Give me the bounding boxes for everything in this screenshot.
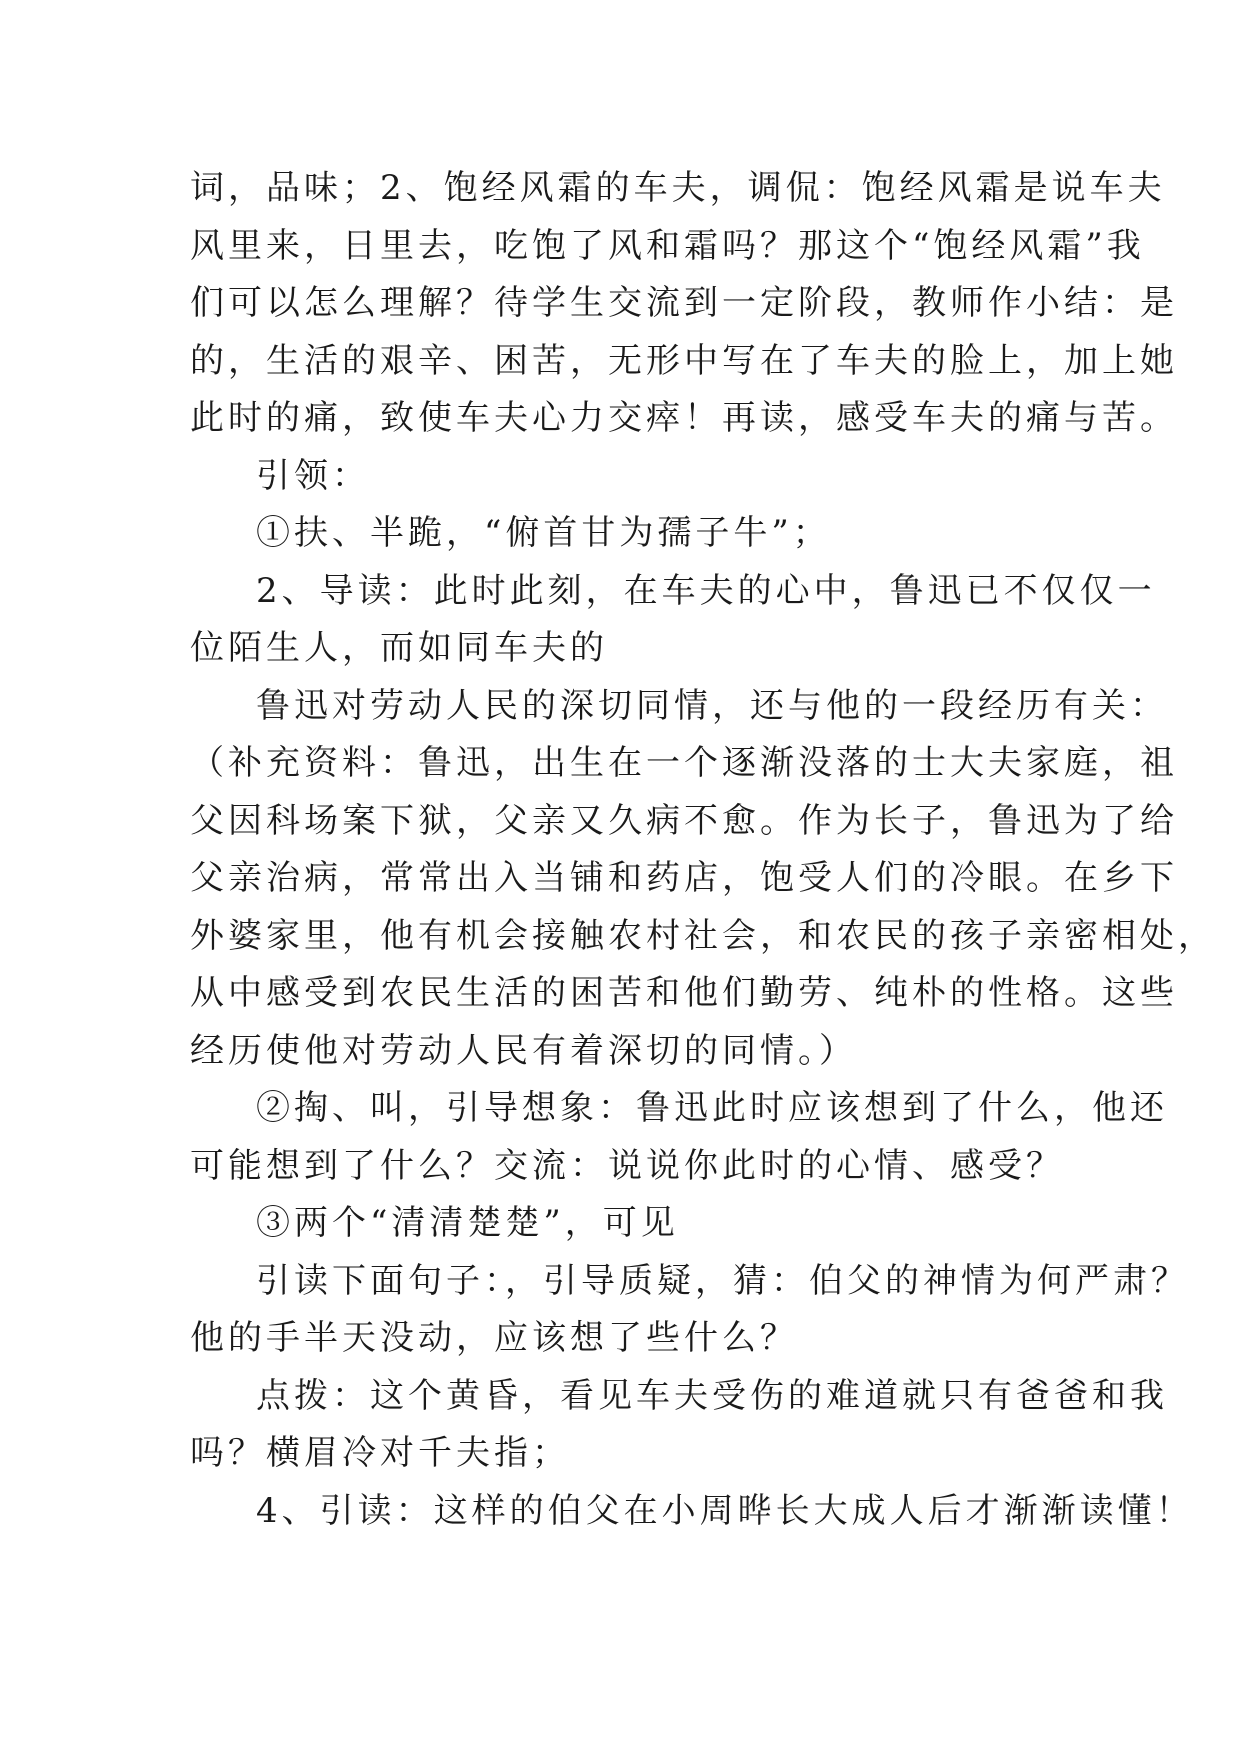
- text-line: 从中感受到农民生活的困苦和他们勤劳、纯朴的性格。这些: [190, 973, 1178, 1013]
- text-line: ①扶、半跪，“俯首甘为孺子牛”；: [256, 513, 831, 553]
- text-line: 位陌生人，而如同车夫的: [190, 628, 608, 668]
- text-line: 点拨：这个黄昏，看见车夫受伤的难道就只有爸爸和我: [256, 1375, 1168, 1416]
- text-line: 2、导读：此时此刻，在车夫的心中，鲁迅已不仅仅一: [256, 570, 1156, 611]
- text-line: 他的手半天没动，应该想了些什么？: [190, 1318, 798, 1358]
- text-line: 词，品味；2、饱经风霜的车夫，调侃：饱经风霜是说车夫: [190, 168, 1166, 208]
- text-line: 引读下面句子：，引导质疑，猜：伯父的神情为何严肃？: [256, 1260, 1189, 1301]
- text-line: （补充资料：鲁迅，出生在一个逐渐没落的士大夫家庭，祖: [190, 743, 1178, 783]
- text-line: 父亲治病，常常出入当铺和药店，饱受人们的冷眼。在乡下: [190, 858, 1178, 898]
- text-line: 外婆家里，他有机会接触农村社会，和农民的孩子亲密相处，: [190, 915, 1216, 956]
- body-text: [190, 160, 1216, 1540]
- text-line: 引领：: [256, 455, 370, 496]
- text-line: 的，生活的艰辛、困苦，无形中写在了车夫的脸上，加上她: [190, 340, 1178, 381]
- text-line: 们可以怎么理解？待学生交流到一定阶段，教师作小结：是: [190, 283, 1178, 323]
- text-line: 吗？横眉冷对千夫指；: [190, 1433, 570, 1473]
- text-line: ②掏、叫，引导想象：鲁迅此时应该想到了什么，他还: [256, 1088, 1168, 1128]
- text-line: 4、引读：这样的伯父在小周晔长大成人后才渐渐读懂！: [256, 1490, 1194, 1531]
- text-line: 鲁迅对劳动人民的深切同情，还与他的一段经历有关：: [256, 685, 1168, 726]
- text-line: 风里来，日里去，吃饱了风和霜吗？那这个“饱经风霜”我: [190, 225, 1145, 266]
- text-line: 经历使他对劳动人民有着深切的同情。）: [190, 1030, 857, 1071]
- text-line: 父因科场案下狱，父亲又久病不愈。作为长子，鲁迅为了给: [190, 800, 1178, 841]
- text-line: 此时的痛，致使车夫心力交瘁！再读，感受车夫的痛与苦。: [190, 398, 1178, 438]
- text-line: ③两个“清清楚楚”，可见: [256, 1203, 679, 1243]
- text-line: 可能想到了什么？交流：说说你此时的心情、感受？: [190, 1145, 1064, 1186]
